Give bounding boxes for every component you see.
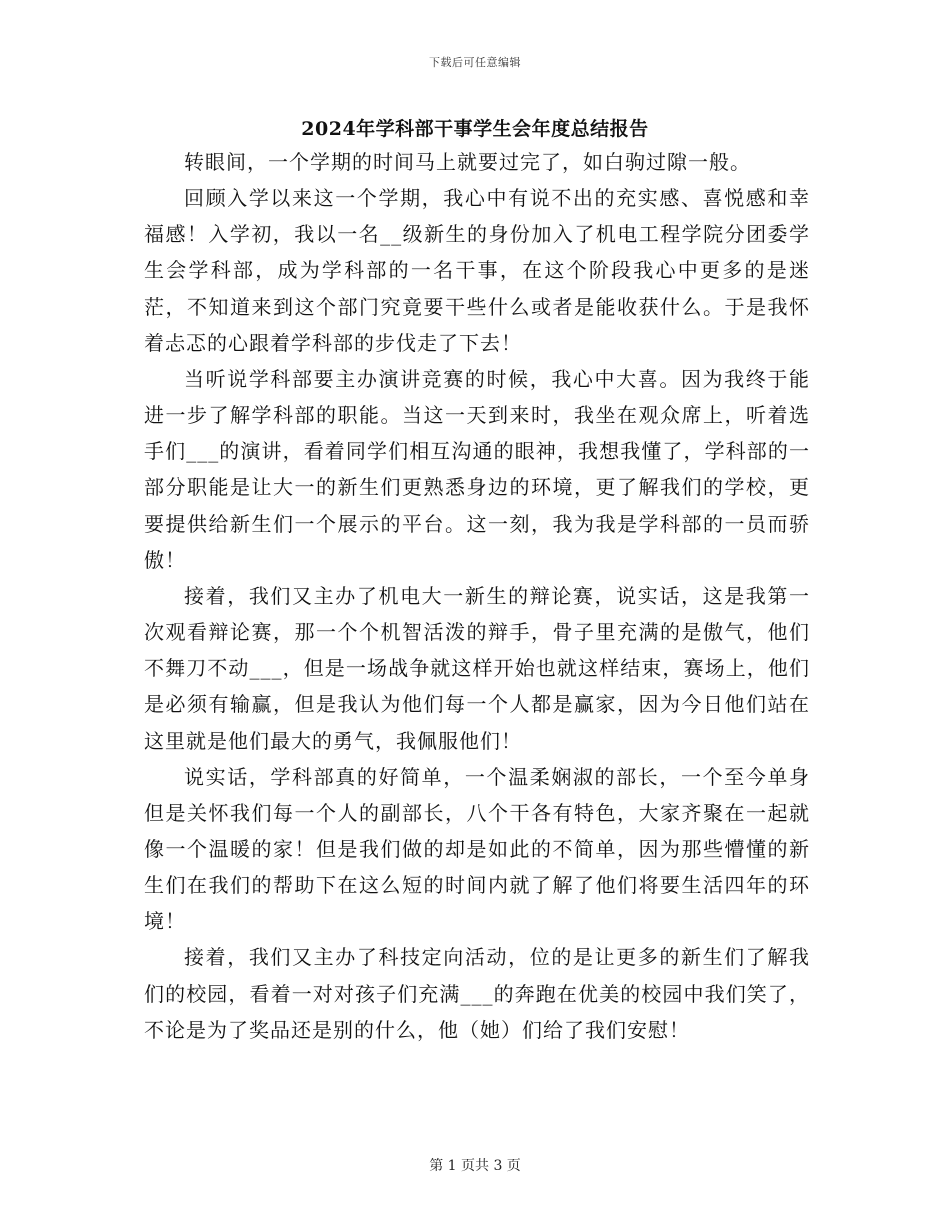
- paragraph: 说实话，学科部真的好简单，一个温柔娴淑的部长，一个至今单身但是关怀我们每一个人的副部长，八个干各有特色，大家齐聚在一起就像一个温暖的家！但是我们做的却是如此的不简单，因为那些懵懂的新生们在我们的帮助下在这么短的时间内就了解了他们将要生活四年的环境！: [144, 764, 810, 934]
- paragraph: 接着，我们又主办了机电大一新生的辩论赛，说实话，这是我第一次观看辩论赛，那一个个机智活泼的辩手，骨子里充满的是傲气，他们不舞刀不动___，但是一场战争就这样开始也就这样结束，赛场上，他们是必须有输赢，但是我认为他们每一个人都是赢家，因为今日他们站在这里就是他们最大的勇气，我佩服他们！: [144, 583, 810, 753]
- paragraph: 转眼间，一个学期的时间马上就要过完了，如白驹过隙一般。: [184, 150, 751, 174]
- page-number-footer: 第 1 页共 3 页: [429, 1158, 521, 1174]
- paragraph: 接着，我们又主办了科技定向活动，位的是让更多的新生们了解我们的校园，看着一对对孩子们充满___的奔跑在优美的校园中我们笑了，不论是为了奖品还是别的什么，他（她）们给了我们安慰！: [144, 945, 810, 1042]
- paragraph: 当听说学科部要主办演讲竞赛的时候，我心中大喜。因为我终于能进一步了解学科部的职能。当这一天到来时，我坐在观众席上，听着选手们___的演讲，看着同学们相互沟通的眼神，我想我懂了，学科部的一部分职能是让大一的新生们更熟悉身边的环境，更了解我们的学校，更要提供给新生们一个展示的平台。这一刻，我为我是学科部的一员而骄傲！: [144, 366, 810, 572]
- paragraph: 回顾入学以来这一个学期，我心中有说不出的充实感、喜悦感和幸福感！入学初，我以一名__级新生的身份加入了机电工程学院分团委学生会学科部，成为学科部的一名干事，在这个阶段我心中更多的是迷茫，不知道来到这个部门究竟要干些什么或者是能收获什么。于是我怀着忐忑的心跟着学科部的步伐走了下去！: [144, 186, 810, 355]
- header-note: 下载后可任意编辑: [429, 56, 521, 69]
- document-body: [144, 144, 810, 1048]
- document-title: 2024年学科部干事学生会年度总结报告: [301, 118, 649, 140]
